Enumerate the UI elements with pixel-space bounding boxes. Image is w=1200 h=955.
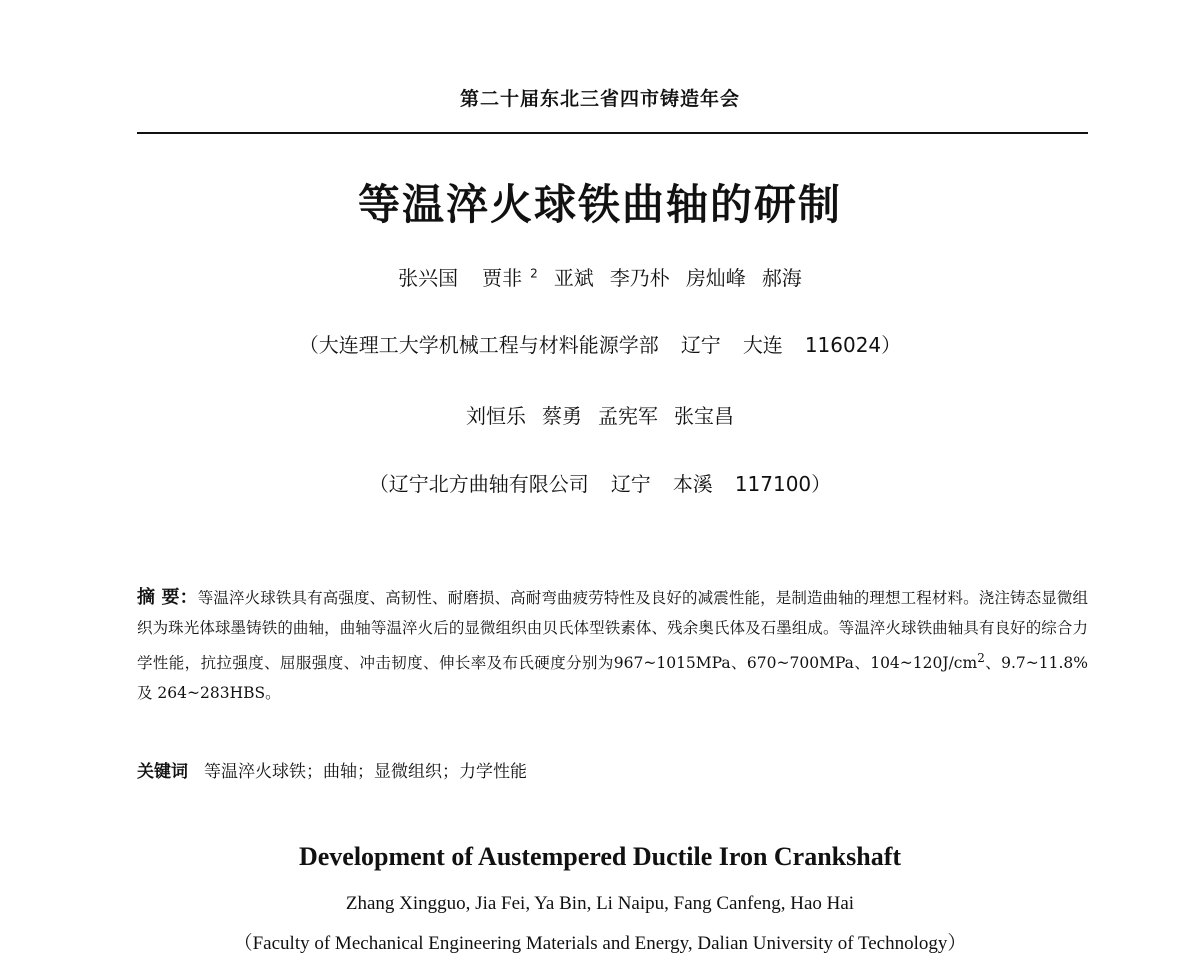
author: 张宝昌 [674, 404, 734, 428]
paper-title: 等温淬火球铁曲轴的研制 [357, 180, 842, 229]
affiliation-name: （大连理工大学机械工程与材料能源学部 [298, 333, 659, 357]
author-list-1 [0, 262, 1200, 291]
abstract-label: 摘 要： [137, 587, 198, 608]
author: 张兴国 [398, 266, 459, 290]
keywords-text: 等温淬火球铁；曲轴；显微组织；力学性能 [204, 762, 527, 782]
abstract-superscript: 2 [977, 651, 985, 665]
affiliation-1 [0, 329, 1200, 358]
abstract [137, 583, 1088, 708]
author: 李乃朴 [609, 266, 670, 290]
author: 蔡勇 [542, 404, 582, 428]
conference-header: 第二十届东北三省四市铸造年会 [459, 88, 740, 110]
english-affiliation: （Faculty of Mechanical Engineering Materials and Energy, Dalian University of Technology） [233, 933, 967, 954]
header-rule [137, 132, 1088, 134]
author: 郝海 [761, 266, 802, 290]
affiliation-name: （辽宁北方曲轴有限公司 [368, 472, 589, 496]
author: 亚斌 [553, 266, 594, 290]
author: 孟宪军 [598, 404, 658, 428]
author: 贾非 $^2$ [482, 266, 538, 290]
affiliation-city: 大连 [742, 333, 783, 357]
keywords [137, 757, 1088, 782]
affiliation-province: 辽宁 [680, 333, 721, 357]
keywords-label: 关键词 [137, 762, 188, 782]
abstract-text: 等温淬火球铁具有高强度、高韧性、耐磨损、高耐弯曲疲劳特性及良好的减震性能，是制造曲轴的理想工程材料。浇注铸态显微组织为珠光体球墨铸铁的曲轴，曲轴等温淬火后的显微组织由贝氏体型铁素体、残余奥氏体及石墨组成。等温淬火球铁曲轴具有良好的综合力学性能，抗拉强度、屈服强度、冲击韧度、伸长率及布氏硬度分别为967~1015MPa、670~700MPa、104~120J/cm [137, 589, 1088, 673]
author-superscript: 2 [530, 266, 538, 281]
author-list-2 [0, 400, 1200, 429]
affiliation-city: 本溪 [672, 472, 713, 496]
english-authors: Zhang Xingguo, Jia Fei, Ya Bin, Li Naipu, Fang Canfeng, Hao Hai [345, 893, 855, 914]
author: 房灿峰 [685, 266, 746, 290]
english-title: Development of Austempered Ductile Iron Crankshaft [298, 842, 902, 871]
affiliation-province: 辽宁 [610, 472, 651, 496]
affiliation-postcode: 117100） [734, 472, 832, 496]
author: 刘恒乐 [466, 404, 526, 428]
affiliation-2 [0, 468, 1200, 497]
abstract-text-end: 、9.7~11.8%及 264~283HBS。 [137, 654, 1088, 703]
affiliation-postcode: 116024） [804, 333, 902, 357]
